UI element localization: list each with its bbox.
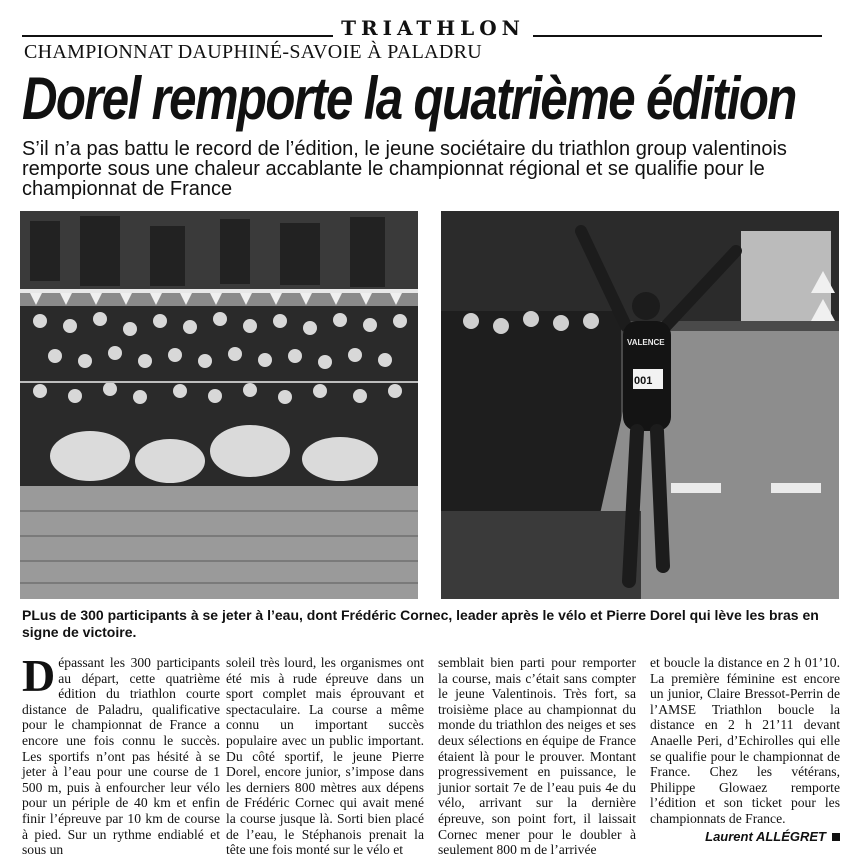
article-column-3: semblait bien parti pour remporter la course, mais c’était sans compter le jeune Valentinois. Très fort, sa troisième place au championnat du monde du triathlon des neiges et ses deux sélections en équipe de France étaient là pour le prouver. Montant progressivement en puissance, le junior sortait 7e de l’eau puis 4e du vélo, arrivant sur la dernière épreuve, son point fort, il laissait Cornec mener pour le doubler à seulement 800 m de l’arrivée <box>438 655 636 858</box>
standfirst: S’il n’a pas battu le record de l’édition, le jeune sociétaire du triathlon group valentinois remporte sous une chaleur accablante le championnat régional et se qualifie pour le championnat de France <box>22 138 787 200</box>
swim-start-image <box>20 211 418 599</box>
article-column-1 <box>22 650 220 858</box>
finish-image <box>441 211 839 599</box>
section-heading <box>0 16 866 40</box>
section-label: TRIATHLON <box>333 16 533 40</box>
drop-cap: D <box>22 650 56 701</box>
article-text-1: épassant les 300 participants au départ, cette quatrième édition du triathlon courte distance de Paladru, qualificative pour le championnat de France a encore une fois connu le succès. Les sportifs n’ont pas hésité à se jeter à l’eau pour une course de 1 500 m, puis à enfourcher leur vélo pour un périple de 40 km et enfin finir l’épreuve par 10 km de course à pied. Sur un rythme endiablé et sous un <box>22 655 220 858</box>
byline-text: Laurent ALLÉGRET <box>705 828 826 844</box>
headline: Dorel remporte la quatrième édition <box>22 65 796 132</box>
kicker: CHAMPIONNAT DAUPHINÉ-SAVOIE À PALADRU <box>24 41 482 63</box>
article-column-2: soleil très lourd, les organismes ont été mis à rude épreuve dans un sport complet mais éprouvant et spectaculaire. La course a même connu un important succès populaire avec un public important. Du côté sportif, le jeune Pierre Dorel, encore junior, s’impose dans les derniers 800 mètres aux dépens de Frédéric Cornec qui avait mené la course jusque là. Sorti bien placé de l’eau, le Stéphanois prenait la tête une fois monté sur le vélo et <box>226 655 424 858</box>
byline <box>650 829 840 845</box>
end-mark-icon <box>832 833 840 841</box>
article-column-4 <box>650 655 840 844</box>
jersey-label: VALENCE <box>627 338 665 347</box>
race-bib: 001 <box>634 375 653 387</box>
photo-finish <box>441 211 839 599</box>
photo-swim-start <box>20 211 418 599</box>
photo-caption: PLus de 300 participants à se jeter à l’eau, dont Frédéric Cornec, leader après le vélo et Pierre Dorel qui lève les bras en signe de victoire. <box>22 607 819 640</box>
article-text-4: et boucle la distance en 2 h 01’10. La première féminine est encore un junior, Claire Bressot-Perrin de l’AMSE Triathlon boucle la distance en 2 h 21’11 devant Anaelle Peri, d’Echirolles qui elle se qualifie pour le championnat de France. Chez les vétérans, Philippe Glowaez remporte l’édition et son ticket pour les championnats de France. <box>650 655 840 826</box>
